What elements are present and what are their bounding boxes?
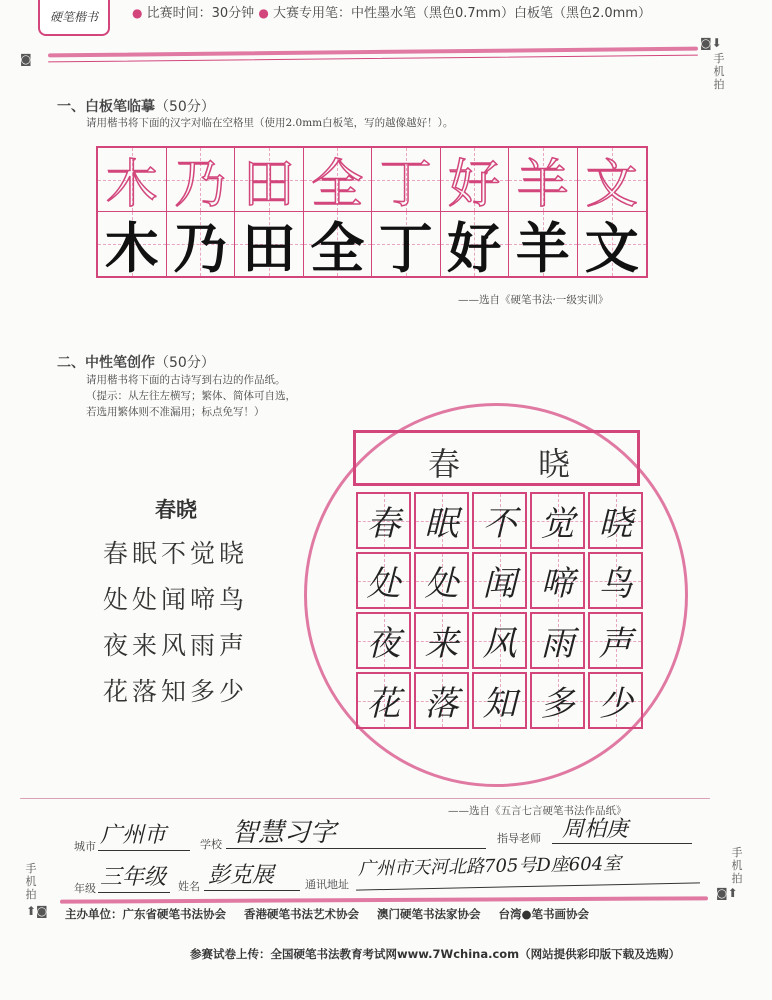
grade-value[interactable]: 三年级 [100,865,167,890]
grid-cell[interactable] [441,148,510,212]
work-cell[interactable] [414,552,469,609]
outline-char: 田 [242,155,295,212]
work-char: 花 [366,684,401,724]
work-grid-row [356,612,643,669]
section2-note-3: 若选用繁体则不准漏用；标点免写！） [86,406,265,418]
grid-cell[interactable] [235,148,304,212]
outline-char: 好 [448,155,501,212]
written-char: 木 [104,216,159,276]
section1-note: 请用楷书将下面的汉字对临在空格里（使用2.0mm白板笔，写的越像越好！）。 [86,117,454,129]
section1-title [57,96,215,116]
work-cell[interactable] [356,612,411,669]
city-underline [98,850,190,851]
section1-title-text: 一、白板笔临摹 [57,99,155,115]
work-cell[interactable] [588,672,643,729]
grid-cell[interactable] [304,148,373,212]
outline-char: 全 [311,155,364,212]
written-char: 文 [584,216,639,276]
outline-char: 木 [105,155,158,212]
written-char: 乃 [173,216,228,276]
work-char: 少 [598,684,633,724]
poem-line: 春眠不觉晓 [103,539,249,568]
work-char: 闻 [482,564,517,604]
bullet-dot-icon: ● [132,6,143,20]
work-cell[interactable] [588,612,643,669]
exam-time: 比赛时间：30分钟 [146,6,255,21]
school-label: 学校 [200,838,222,851]
work-char: 处 [424,564,459,604]
work-cell[interactable] [472,672,527,729]
address-underline [356,882,700,890]
outline-char: 羊 [516,155,569,212]
teacher-value[interactable]: 周柏庚 [562,817,629,842]
camera-icon: ◙ [20,52,32,66]
phone-photo-label: 手机拍 [713,52,725,91]
school-value[interactable]: 智慧习字 [232,818,337,848]
section2-title-text: 二、中性笔创作 [57,355,155,371]
work-cell[interactable] [472,492,527,549]
grid-cell[interactable] [235,212,304,276]
work-char: 鸟 [598,564,633,604]
work-cell[interactable] [472,552,527,609]
outline-char: 丁 [379,155,432,212]
section2-title [57,352,215,372]
grid-cell[interactable] [441,212,510,276]
outline-char: 乃 [174,155,227,212]
work-grid [356,492,643,732]
teacher-label: 指导老师 [497,832,541,845]
section2-source: ——选自《五言七言硬笔书法作品纸》 [448,805,627,817]
grid-cell[interactable] [304,212,373,276]
work-cell[interactable] [530,612,585,669]
section1-source: ——选自《硬笔书法·一级实训》 [458,294,609,306]
school-underline [226,848,486,849]
grid-cell[interactable] [578,212,647,276]
work-cell[interactable] [356,492,411,549]
teacher-underline [552,843,692,844]
bullet-dot-icon: ● [258,6,269,20]
exam-pen: 大赛专用笔：中性墨水笔（黑色0.7mm）白板笔（黑色2.0mm） [272,6,651,21]
work-cell[interactable] [530,492,585,549]
section2-note-2: （提示：从左往左横写；繁体、简体可自选， [86,390,296,402]
work-grid-row [356,672,643,729]
name-value[interactable]: 彭克展 [208,863,275,888]
written-char: 丁 [378,216,433,276]
work-char: 处 [366,564,401,604]
work-char: 风 [482,624,517,664]
work-grid-row [356,492,643,549]
work-title-char: 晓 [538,445,571,483]
camera-icon: ◙⬇ [700,36,722,50]
city-label: 城市 [74,840,96,853]
work-char: 雨 [540,624,575,664]
grid-cell[interactable] [167,148,236,212]
name-label: 姓名 [178,880,200,893]
phone-photo-label: 手机拍 [25,862,37,901]
grade-underline [98,892,170,893]
grid-cell[interactable] [509,148,578,212]
work-char: 觉 [540,504,575,544]
work-cell[interactable] [530,552,585,609]
poem-line: 夜来风雨声 [103,631,249,660]
work-cell[interactable] [588,552,643,609]
work-char: 落 [424,684,459,724]
section1-score: （50分） [155,99,215,115]
work-char: 来 [424,624,459,664]
camera-icon: ◙⬆ [716,886,738,900]
category-tag [38,0,110,36]
work-cell[interactable] [356,552,411,609]
grid-cell[interactable] [98,148,167,212]
work-char: 晓 [598,504,633,544]
outline-char: 文 [585,155,638,212]
work-char: 眠 [424,504,459,544]
work-title-box[interactable] [353,430,640,486]
grid-cell[interactable] [509,212,578,276]
written-char: 田 [241,216,296,276]
address-value[interactable]: 广州市天河北路705号D座604室 [357,853,622,880]
grid-cell[interactable] [372,212,441,276]
grid-cell[interactable] [578,148,647,212]
work-cell[interactable] [414,492,469,549]
copy-grid [96,146,648,278]
work-cell[interactable] [472,612,527,669]
grade-label: 年级 [74,882,96,895]
copy-grid-outline-row [98,148,646,212]
category-tag-text: 硬笔楷书 [49,10,98,24]
city-value[interactable]: 广州市 [100,823,167,848]
work-cell[interactable] [414,612,469,669]
work-cell[interactable] [414,672,469,729]
work-char: 夜 [366,624,401,664]
phone-photo-label: 手机拍 [731,846,743,885]
copy-grid-written-row [98,212,646,276]
poem-line: 花落知多少 [103,677,249,706]
address-label: 通讯地址 [305,878,349,891]
work-title-char: 春 [428,445,461,483]
work-char: 不 [482,504,517,544]
written-char: 羊 [515,216,570,276]
poem-line: 处处闻啼鸟 [103,585,249,614]
grid-cell[interactable] [167,212,236,276]
work-char: 知 [482,684,517,724]
exam-info [132,2,651,21]
work-char: 啼 [540,564,575,604]
work-char: 春 [366,504,401,544]
written-char: 全 [310,216,365,276]
grid-cell[interactable] [372,148,441,212]
upload-info: 参赛试卷上传：全国硬笔书法教育考试网www.7Wchina.com（网站提供彩印版下载及选购） [190,947,681,961]
work-cell[interactable] [588,492,643,549]
work-cell[interactable] [530,672,585,729]
section2-score: （50分） [155,355,215,371]
divider-line [20,798,710,799]
poem-title: 春晓 [155,498,197,522]
work-char: 声 [598,624,633,664]
section2-note-1: 请用楷书将下面的古诗写到右边的作品纸。 [86,374,286,386]
work-cell[interactable] [356,672,411,729]
footer-band [60,896,708,903]
work-char: 多 [540,684,575,724]
written-char: 好 [447,216,502,276]
organizers: 主办单位：广东省硬笔书法协会 香港硬笔书法艺术协会 澳门硬笔书法家协会 台湾●笔书画协会 [65,907,590,921]
grid-cell[interactable] [98,212,167,276]
work-grid-row [356,552,643,609]
camera-icon: ⬆◙ [26,904,48,918]
name-underline [204,890,300,891]
